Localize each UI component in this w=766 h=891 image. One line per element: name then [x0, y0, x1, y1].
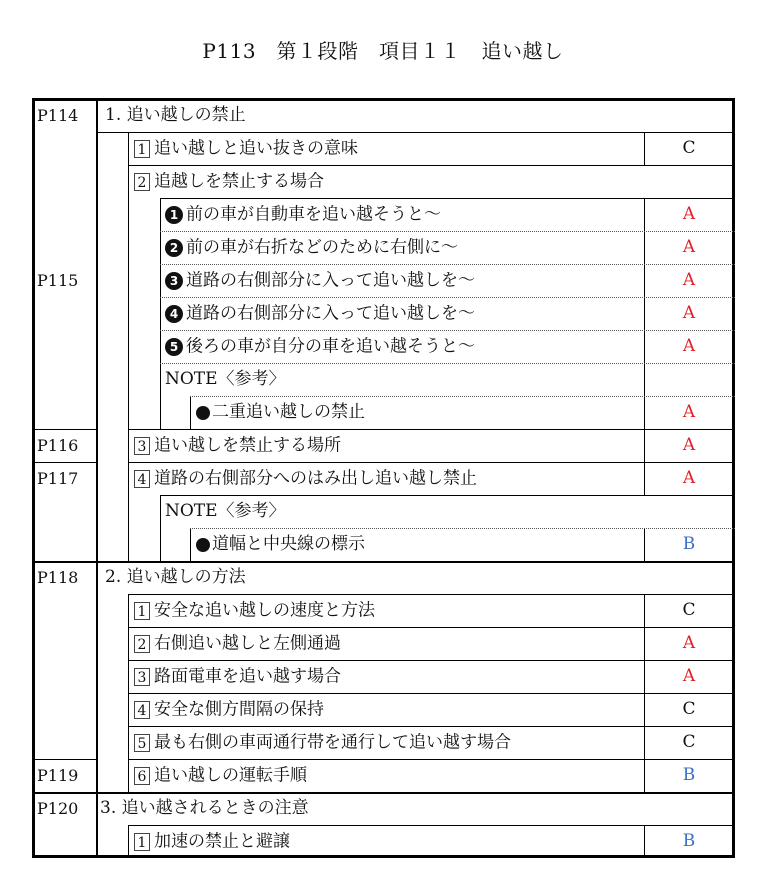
row-divider: [160, 330, 735, 331]
grade-badge: B: [682, 534, 696, 554]
item-number-box: 3: [134, 668, 150, 686]
row-divider: [128, 627, 735, 628]
item-label: 後ろの車が自分の車を追い越そうと～: [186, 336, 475, 357]
row-divider: [160, 264, 735, 265]
row-divider: [160, 297, 735, 298]
row-divider: [128, 693, 735, 694]
note-heading: NOTE〈参考〉: [165, 369, 286, 389]
row-divider: [160, 495, 735, 496]
item-label: 路面電車を追い越す場合: [154, 666, 341, 687]
page-ref-p118: P118: [37, 568, 79, 587]
bullet-icon: [196, 406, 210, 420]
section-heading: 1. 追い越しの禁止: [105, 105, 246, 125]
level1-indent-line: [128, 132, 129, 561]
level2-indent-line: [160, 495, 161, 561]
item-number-box: 4: [134, 470, 150, 488]
page-ref-p120: P120: [37, 799, 79, 818]
section-heading: 3. 追い越されるときの注意: [100, 798, 309, 818]
page-column-divider: [96, 98, 98, 858]
list-item: [134, 833, 290, 851]
row-divider: [160, 198, 735, 199]
bullet-icon: [196, 538, 210, 552]
row-divider: [128, 429, 735, 430]
level3-indent-line: [190, 396, 191, 429]
row-divider: [128, 825, 735, 826]
item-number-box: 1: [134, 140, 150, 158]
list-item: [196, 536, 365, 553]
list-item: [165, 206, 441, 224]
item-label: 加速の禁止と避譲: [154, 831, 290, 852]
row-divider: [160, 231, 735, 232]
circled-number: 2: [165, 239, 183, 257]
grade-badge: A: [682, 666, 696, 686]
row-divider: [160, 363, 735, 364]
row-divider: [190, 528, 735, 529]
grade-badge: A: [682, 468, 696, 488]
row-divider: [128, 759, 735, 760]
grade-badge: A: [682, 633, 696, 653]
page-ref-p114: P114: [37, 106, 79, 125]
row-divider: [190, 396, 735, 397]
page-ref-p116: P116: [37, 436, 79, 455]
item-label: 前の車が自動車を追い越そうと～: [186, 204, 441, 225]
page-title: P113 第１段階 項目１１ 追い越し: [202, 39, 564, 63]
item-number-box: 6: [134, 767, 150, 785]
list-item: [134, 602, 375, 620]
grade-badge: B: [682, 831, 696, 851]
grade-badge: A: [682, 435, 696, 455]
item-label: 右側追い越しと左側通過: [154, 633, 341, 654]
item-label: 前の車が右折などのために右側に～: [186, 237, 458, 258]
circled-number: 3: [165, 272, 183, 290]
item-label: 安全な側方間隔の保持: [154, 699, 324, 720]
list-item: [165, 305, 475, 323]
list-item: [196, 404, 365, 421]
grade-badge: C: [682, 732, 696, 752]
item-label: 追い越しの運転手順: [154, 765, 307, 786]
list-item: [134, 767, 307, 785]
list-item: [134, 470, 477, 488]
row-divider: [128, 594, 735, 595]
list-item: [134, 437, 341, 455]
row-divider: [128, 660, 735, 661]
row-divider: [98, 132, 735, 133]
item-number-box: 2: [134, 635, 150, 653]
grade-badge: A: [682, 237, 696, 257]
list-item: [134, 173, 324, 191]
list-item: [134, 734, 511, 752]
grade-badge: C: [682, 138, 696, 158]
page-ref-p119: P119: [37, 766, 79, 785]
list-item: [165, 272, 475, 290]
grade-badge: C: [682, 600, 696, 620]
item-label: 追い越しと追い抜きの意味: [154, 138, 358, 159]
grade-badge: A: [682, 303, 696, 323]
row-divider: [128, 165, 735, 166]
list-item: [134, 701, 324, 719]
section-divider: [32, 792, 735, 794]
circled-number: 4: [165, 305, 183, 323]
item-number-box: 4: [134, 701, 150, 719]
page-ref-p117: P117: [37, 469, 79, 488]
item-label: 最も右側の車両通行帯を通行して追い越す場合: [154, 732, 511, 753]
grade-badge: A: [682, 336, 696, 356]
item-label: 追越しを禁止する場合: [154, 171, 324, 192]
circled-number: 1: [165, 206, 183, 224]
row-divider: [128, 462, 735, 463]
level3-indent-line: [190, 528, 191, 561]
page-ref-p115: P115: [37, 271, 79, 290]
grade-badge: C: [682, 699, 696, 719]
item-number-box: 1: [134, 833, 150, 851]
item-label: 道路の右側部分に入って追い越しを～: [186, 303, 475, 324]
note-heading: NOTE〈参考〉: [165, 501, 286, 521]
list-item: [134, 668, 341, 686]
grade-badge: B: [682, 765, 696, 785]
item-number-box: 1: [134, 602, 150, 620]
level2-indent-line: [160, 198, 161, 429]
row-divider: [128, 726, 735, 727]
grade-badge: A: [682, 270, 696, 290]
row-divider: [32, 759, 97, 760]
section-heading: 2. 追い越しの方法: [105, 567, 246, 587]
grade-badge: A: [682, 204, 696, 224]
item-number-box: 2: [134, 173, 150, 191]
list-item: [134, 140, 358, 158]
circled-number: 5: [165, 338, 183, 356]
grade-badge: A: [682, 402, 696, 422]
item-label: 二重追い越しの禁止: [212, 402, 365, 422]
list-item: [134, 635, 341, 653]
item-number-box: 3: [134, 437, 150, 455]
row-divider: [32, 462, 97, 463]
item-number-box: 5: [134, 734, 150, 752]
section-divider: [32, 561, 735, 563]
row-divider: [32, 429, 97, 430]
item-label: 道路の右側部分に入って追い越しを～: [186, 270, 475, 291]
list-item: [165, 338, 475, 356]
item-label: 道幅と中央線の標示: [212, 534, 365, 554]
item-label: 追い越しを禁止する場所: [154, 435, 341, 456]
level1-indent-line: [128, 825, 129, 858]
item-label: 安全な追い越しの速度と方法: [154, 600, 375, 621]
item-label: 道路の右側部分へのはみ出し追い越し禁止: [154, 468, 477, 489]
list-item: [165, 239, 458, 257]
